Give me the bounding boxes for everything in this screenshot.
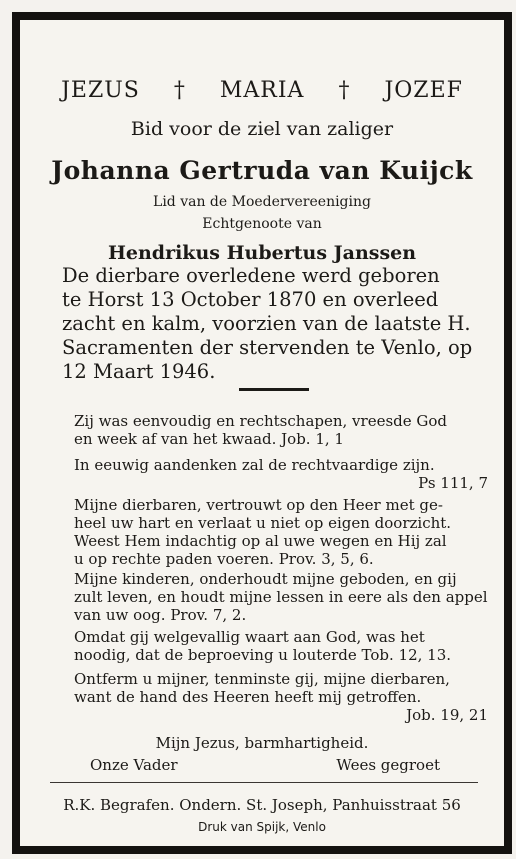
deceased-name: Johanna Gertruda van Kuijck [51,156,473,185]
spouse-name: Hendrikus Hubertus Janssen [107,242,417,264]
quote-line: van uw oog. Prov. 7, 2. [74,606,247,624]
prayer-row [90,756,440,774]
biography-line: De dierbare overledene werd geboren [62,264,440,287]
membership-line: Lid van de Moedervereeniging [153,194,371,210]
quote-line: zult leven, en houdt mijne lessen in eere als den appel [74,588,488,606]
quote-line: Weest Hem indachtig op al uwe wegen en Hij zal [74,532,447,550]
quote-5 [74,628,488,664]
quote-line: Mijne dierbaren, vertrouwt op den Heer met ge- [74,496,443,514]
biography-line: zacht en kalm, voorzien van de laatste H. [62,312,471,335]
printer-credit: Druk van Spijk, Venlo [198,820,326,834]
biography-line: te Horst 13 October 1870 en overleed [62,288,439,311]
header-names [20,78,504,103]
footer-divider [50,782,478,783]
cross-icon: † [338,78,351,103]
card-content [20,20,504,846]
prayer-invocation: Mijn Jezus, barmhartigheid. [155,734,369,752]
quote-line: Ontferm u mijner, tenminste gij, mijne dierbaren, [74,670,450,688]
divider [239,388,309,391]
quote-line: noodig, dat de beproeving u louterde Tob. 12, 13. [74,646,452,664]
biography-line: 12 Maart 1946. [62,360,216,383]
header-maria: MARIA [219,78,305,103]
header-jozef: JOZEF [384,78,463,103]
prayer-wees-gegroet: Wees gegroet [336,756,440,774]
memorial-card [12,12,512,854]
quote-line: In eeuwig aandenken zal de rechtvaardige zijn. [74,456,435,474]
quote-line: u op rechte paden voeren. Prov. 3, 5, 6. [74,550,374,568]
header-jezus: JEZUS [61,78,140,103]
quote-line: heel uw hart en verlaat u niet op eigen doorzicht. [74,514,452,532]
quote-4 [74,570,488,624]
biography-line: Sacramenten der stervenden te Venlo, op [62,336,473,359]
intro-line: Bid voor de ziel van zaliger [130,118,394,140]
biography [62,264,490,384]
quote-line: want de hand des Heeren heeft mij getroffen. [74,688,422,706]
quote-1 [74,412,488,448]
cross-icon: † [173,78,186,103]
quote-6 [74,670,488,724]
quote-line: Zij was eenvoudig en rechtschapen, vreesde God [74,412,448,430]
quote-reference: Job. 19, 21 [406,706,488,724]
prayer-onze-vader: Onze Vader [90,756,178,774]
quote-line: en week af van het kwaad. Job. 1, 1 [74,430,344,448]
quote-line: Omdat gij welgevallig waart aan God, was het [74,628,425,646]
quote-2 [74,456,488,492]
funeral-home: R.K. Begrafen. Ondern. St. Joseph, Panhuisstraat 56 [63,796,461,814]
quote-reference: Ps 111, 7 [418,474,488,492]
quote-3 [74,496,488,568]
spouse-intro: Echtgenoote van [202,216,322,232]
quote-line: Mijne kinderen, onderhoudt mijne geboden, en gij [74,570,457,588]
